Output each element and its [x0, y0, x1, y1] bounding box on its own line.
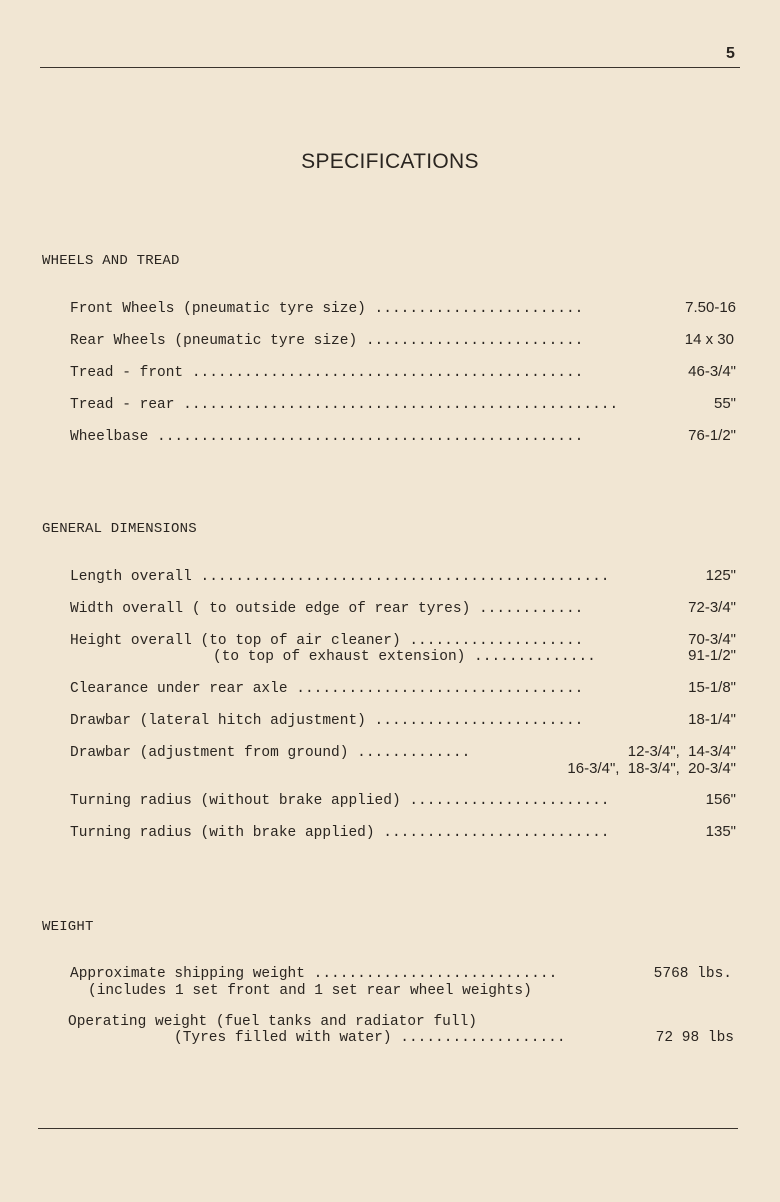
- spec-label-turning-without-brake: Turning radius (without brake applied) .......................: [70, 793, 610, 809]
- spec-label-drawbar-lateral: Drawbar (lateral hitch adjustment) ........................: [70, 713, 584, 729]
- spec-sublabel-operating-weight: (Tyres filled with water) ...................: [174, 1030, 566, 1046]
- spec-value-turning-without-brake: 156": [705, 791, 736, 808]
- spec-value-length-overall: 125": [705, 567, 736, 584]
- spec-label-rear-wheels: Rear Wheels (pneumatic tyre size) .........................: [70, 333, 584, 349]
- spec-value-wheelbase: 76-1/2": [688, 427, 736, 444]
- spec-label-tread-front: Tread - front .............................................: [70, 365, 584, 381]
- spec-value-tread-rear: 55": [713, 395, 736, 412]
- spec-value-tread-front: 46-3/4": [688, 363, 736, 380]
- spec-value-front-wheels: 7.50-16: [685, 299, 736, 316]
- spec-label-drawbar-ground: Drawbar (adjustment from ground) .............: [70, 745, 471, 761]
- spec-label-length-overall: Length overall ...............................................: [70, 569, 610, 585]
- spec-label-shipping-weight: Approximate shipping weight ............................: [70, 966, 558, 982]
- page-number: 5: [726, 45, 735, 62]
- spec-label-front-wheels: Front Wheels (pneumatic tyre size) ........................: [70, 301, 584, 317]
- spec-value-width-overall: 72-3/4": [688, 599, 736, 616]
- spec-value-turning-with-brake: 135": [705, 823, 736, 840]
- section-heading-weight: WEIGHT: [42, 919, 94, 935]
- spec-value-drawbar-ground-line2: 16-3/4", 18-3/4", 20-3/4": [567, 760, 736, 777]
- spec-note-shipping-weight: (includes 1 set front and 1 set rear wheel weights): [88, 983, 532, 999]
- section-heading-general-dimensions: GENERAL DIMENSIONS: [42, 521, 197, 537]
- bottom-rule: [38, 1128, 738, 1129]
- spec-value-drawbar-lateral: 18-1/4": [688, 711, 736, 728]
- spec-value-height-air-cleaner: 70-3/4": [688, 631, 736, 648]
- spec-sublabel-height-exhaust: (to top of exhaust extension) ..............: [213, 649, 596, 665]
- spec-label-operating-weight: Operating weight (fuel tanks and radiator full): [68, 1014, 477, 1030]
- spec-label-wheelbase: Wheelbase .................................................: [70, 429, 584, 445]
- top-rule: [40, 67, 740, 68]
- spec-value-shipping-weight: 5768 lbs.: [653, 966, 732, 982]
- spec-value-rear-wheels: 14 x 30: [684, 331, 734, 348]
- page-title: SPECIFICATIONS: [301, 150, 479, 173]
- spec-label-turning-with-brake: Turning radius (with brake applied) ..........................: [70, 825, 610, 841]
- section-heading-wheels-and-tread: WHEELS AND TREAD: [42, 253, 180, 269]
- spec-label-height-overall: Height overall (to top of air cleaner) ....................: [70, 633, 584, 649]
- spec-label-tread-rear: Tread - rear ..................................................: [70, 397, 619, 413]
- spec-value-clearance: 15-1/8": [688, 679, 736, 696]
- spec-value-height-exhaust: 91-1/2": [688, 647, 736, 664]
- spec-label-clearance: Clearance under rear axle .................................: [70, 681, 584, 697]
- spec-value-operating-weight: 72 98 lbs: [655, 1030, 734, 1046]
- spec-label-width-overall: Width overall ( to outside edge of rear tyres) ............: [70, 601, 584, 617]
- spec-value-drawbar-ground-line1: 12-3/4", 14-3/4": [627, 743, 736, 760]
